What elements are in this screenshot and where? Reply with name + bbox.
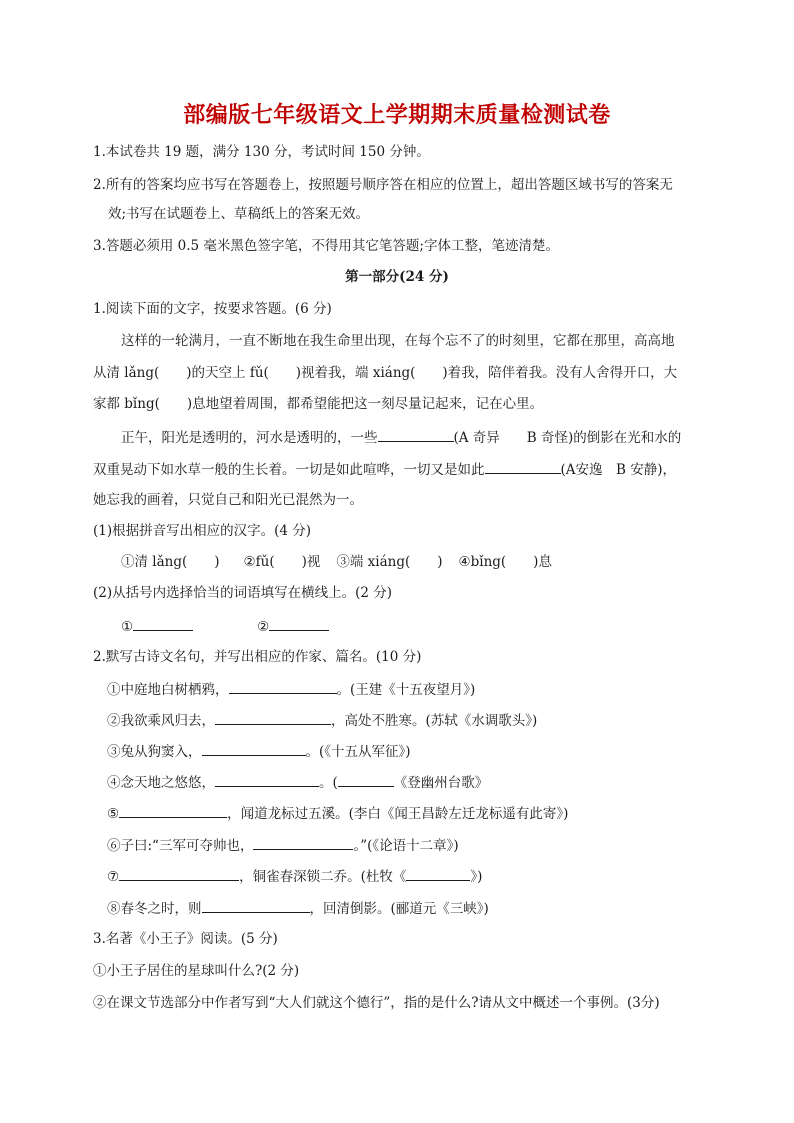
poem-text: 》)	[470, 869, 483, 885]
poem-text: ④念天地之悠悠，	[107, 775, 215, 791]
pinyin-item: ②fǔ( )视	[243, 554, 321, 570]
poem-text: ⑦	[107, 869, 120, 885]
poem-text: ②我欲乘风归去，	[107, 713, 215, 729]
poem-text: ，铜雀春深锁二乔。(杜牧《	[239, 869, 407, 885]
fill-blank[interactable]	[119, 866, 239, 881]
passage-text: 正午，阳光是透明的，河水是透明的，一些	[121, 430, 378, 446]
answer-number: ②	[257, 619, 270, 635]
fill-blank[interactable]	[119, 803, 227, 818]
q2-line-1	[107, 679, 475, 699]
poem-text: ，高处不胜寒。(苏轼《水调歌头》)	[331, 713, 538, 729]
poem-text: ，回清倒影。(郦道元《三峡》)	[309, 901, 489, 917]
fill-blank[interactable]	[253, 835, 353, 850]
q1-passage-2-line-1	[121, 427, 681, 447]
poem-text: ，闻道龙标过五溪。(李白《闻王昌龄左迁龙标遥有此寄》)	[227, 806, 569, 822]
q1-sub1-prompt: (1)根据拼音写出相应的汉字。(4 分)	[93, 523, 312, 539]
q2-line-3	[107, 741, 411, 761]
fill-blank[interactable]	[215, 772, 319, 787]
q2-line-4	[107, 772, 488, 792]
q1-passage-1-line-3: 家都 bǐng( )息地望着周围，都希望能把这一刻尽量记起来，记在心里。	[93, 396, 544, 412]
fill-blank[interactable]	[202, 898, 310, 913]
poem-text: ⑧春冬之时，则	[107, 901, 202, 917]
q1-passage-1-line-2: 从清 lǎng( )的天空上 fǔ( )视着我，端 xiáng( )着我，陪伴着我。没有人舍得开口，大	[93, 365, 678, 381]
poem-text: ⑤	[107, 806, 120, 822]
q2-stem: 2.默写古诗文名句，并写出相应的作家、篇名。(10 分)	[93, 649, 422, 665]
pinyin-item: ③端 xiáng( )	[336, 554, 443, 570]
poem-text: ③兔从狗窦入，	[107, 744, 202, 760]
part1-heading: 第一部分(24 分)	[345, 269, 449, 285]
fill-blank[interactable]	[378, 427, 454, 442]
poem-text: 。”(《论语十二章》)	[353, 838, 459, 854]
q1-sub2-prompt: (2)从括号内选择恰当的词语填写在横线上。(2 分)	[93, 585, 393, 601]
q3-sub2: ②在课文节选部分中作者写到“大人们就这个德行”，指的是什么?请从文中概述一个事例。(3分)	[93, 995, 660, 1011]
poem-text: 。(王建《十五夜望月》)	[336, 682, 476, 698]
poem-text: ①中庭地白树栖鸦，	[107, 682, 229, 698]
fill-blank[interactable]	[215, 710, 331, 725]
passage-text: (A 奇异 B 奇怪)的倒影在光和水的	[453, 430, 682, 446]
q2-line-6	[107, 835, 459, 855]
q2-line-7	[107, 866, 482, 886]
answer-blank[interactable]	[269, 616, 329, 631]
pinyin-item: ①清 lǎng( )	[121, 554, 220, 570]
pinyin-item: ④bǐng( )息	[458, 554, 552, 570]
answer-number: ①	[121, 619, 134, 635]
poem-text: 《登幽州台歌》	[393, 775, 489, 791]
poem-text: ⑥子曰:“三军可夺帅也，	[107, 838, 254, 854]
q2-line-8	[107, 898, 489, 918]
fill-blank[interactable]	[485, 459, 561, 474]
q1-sub1-items	[121, 553, 552, 571]
q2-line-5	[107, 803, 568, 823]
q1-sub2-answers	[121, 616, 329, 636]
exam-title: 部编版七年级语文上学期期末质量检测试卷	[183, 102, 611, 128]
instruction-1: 1.本试卷共 19 题，满分 130 分，考试时间 150 分钟。	[93, 144, 430, 160]
poem-text: 。(《十五从军征》)	[305, 744, 411, 760]
q1-stem: 1.阅读下面的文字，按要求答题。(6 分)	[93, 301, 332, 317]
instruction-3: 3.答题必须用 0.5 毫米黑色签字笔，不得用其它笔答题;字体工整，笔迹清楚。	[93, 238, 559, 254]
passage-text: (A安逸 B 安静)，	[560, 462, 676, 478]
q2-line-2	[107, 710, 537, 730]
fill-blank[interactable]	[229, 679, 337, 694]
q3-stem: 3.名著《小王子》阅读。(5 分)	[93, 931, 278, 947]
q1-passage-2-line-2	[93, 459, 676, 479]
author-blank[interactable]	[338, 772, 394, 787]
instruction-2-line-2: 效;书写在试题卷上、草稿纸上的答案无效。	[108, 206, 370, 222]
q1-passage-2-line-3: 她忘我的画着，只觉自己和阳光已混然为一。	[93, 492, 363, 508]
fill-blank[interactable]	[202, 741, 306, 756]
title-blank[interactable]	[406, 866, 470, 881]
instruction-2-line-1: 2.所有的答案均应书写在答题卷上，按照题号顺序答在相应的位置上，超出答题区域书写的答案无	[93, 177, 673, 193]
poem-text: 。(	[319, 775, 338, 791]
q3-sub1: ①小王子居住的星球叫什么?(2 分)	[93, 963, 300, 979]
passage-text: 双重晃动下如水草一般的生长着。一切是如此喧哗，一切又是如此	[93, 462, 485, 478]
q1-passage-1-line-1: 这样的一轮满月，一直不断地在我生命里出现，在每个忘不了的时刻里，它都在那里，高高地	[121, 333, 675, 349]
answer-blank[interactable]	[133, 616, 193, 631]
